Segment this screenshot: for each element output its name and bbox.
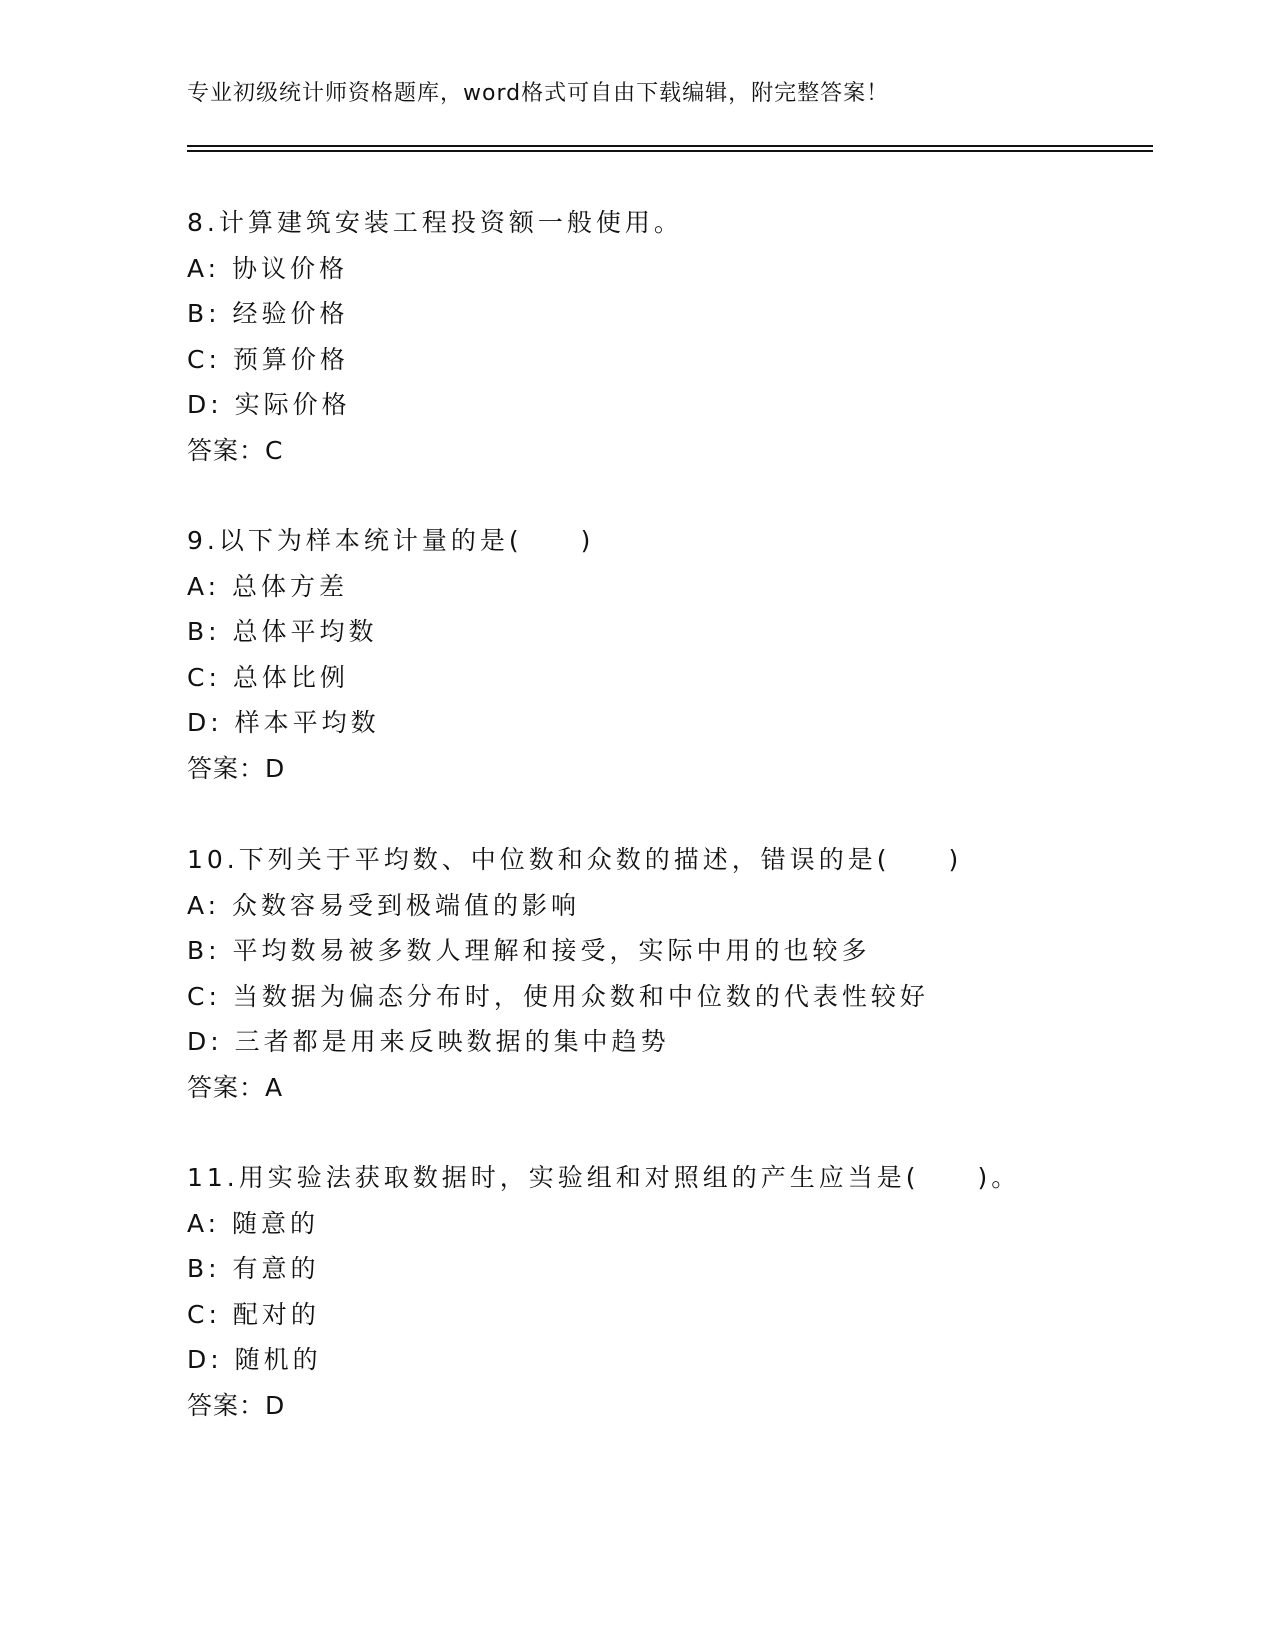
answer-line: 答案：C (187, 435, 284, 465)
question-9 (187, 518, 594, 791)
option-c: C: 总体比例 (187, 662, 349, 692)
question-11 (187, 1155, 1020, 1428)
page-header: 专业初级统计师资格题库，word格式可自由下载编辑，附完整答案！ (187, 81, 890, 106)
question-8 (187, 200, 683, 473)
answer-line: 答案：D (187, 753, 286, 783)
option-a: A: 随意的 (187, 1208, 320, 1238)
answer-line: 答案：D (187, 1390, 286, 1420)
question-stem: 9.以下为样本统计量的是( ) (187, 526, 595, 555)
question-stem: 8.计算建筑安装工程投资额一般使用。 (187, 208, 683, 237)
option-b: B: 平均数易被多数人理解和接受，实际中用的也较多 (187, 936, 871, 965)
question-10 (187, 837, 962, 1110)
question-stem: 10.下列关于平均数、中位数和众数的描述，错误的是( ) (187, 845, 963, 874)
option-c: C: 配对的 (187, 1299, 320, 1329)
option-b: B: 有意的 (187, 1254, 320, 1283)
option-b: B: 经验价格 (187, 299, 349, 328)
answer-line: 答案：A (187, 1072, 284, 1102)
question-stem: 11.用实验法获取数据时，实验组和对照组的产生应当是( )。 (187, 1163, 1021, 1192)
option-d: D: 随机的 (187, 1345, 322, 1374)
option-d: D: 实际价格 (187, 390, 351, 419)
option-d: D: 样本平均数 (187, 708, 380, 737)
option-c: C: 预算价格 (187, 344, 349, 374)
option-b: B: 总体平均数 (187, 617, 378, 646)
option-a: A: 协议价格 (187, 253, 349, 283)
option-a: A: 总体方差 (187, 571, 349, 601)
header-double-rule (187, 145, 1153, 152)
option-a: A: 众数容易受到极端值的影响 (187, 890, 581, 920)
option-d: D: 三者都是用来反映数据的集中趋势 (187, 1027, 670, 1056)
option-c: C: 当数据为偏态分布时，使用众数和中位数的代表性较好 (187, 981, 929, 1011)
